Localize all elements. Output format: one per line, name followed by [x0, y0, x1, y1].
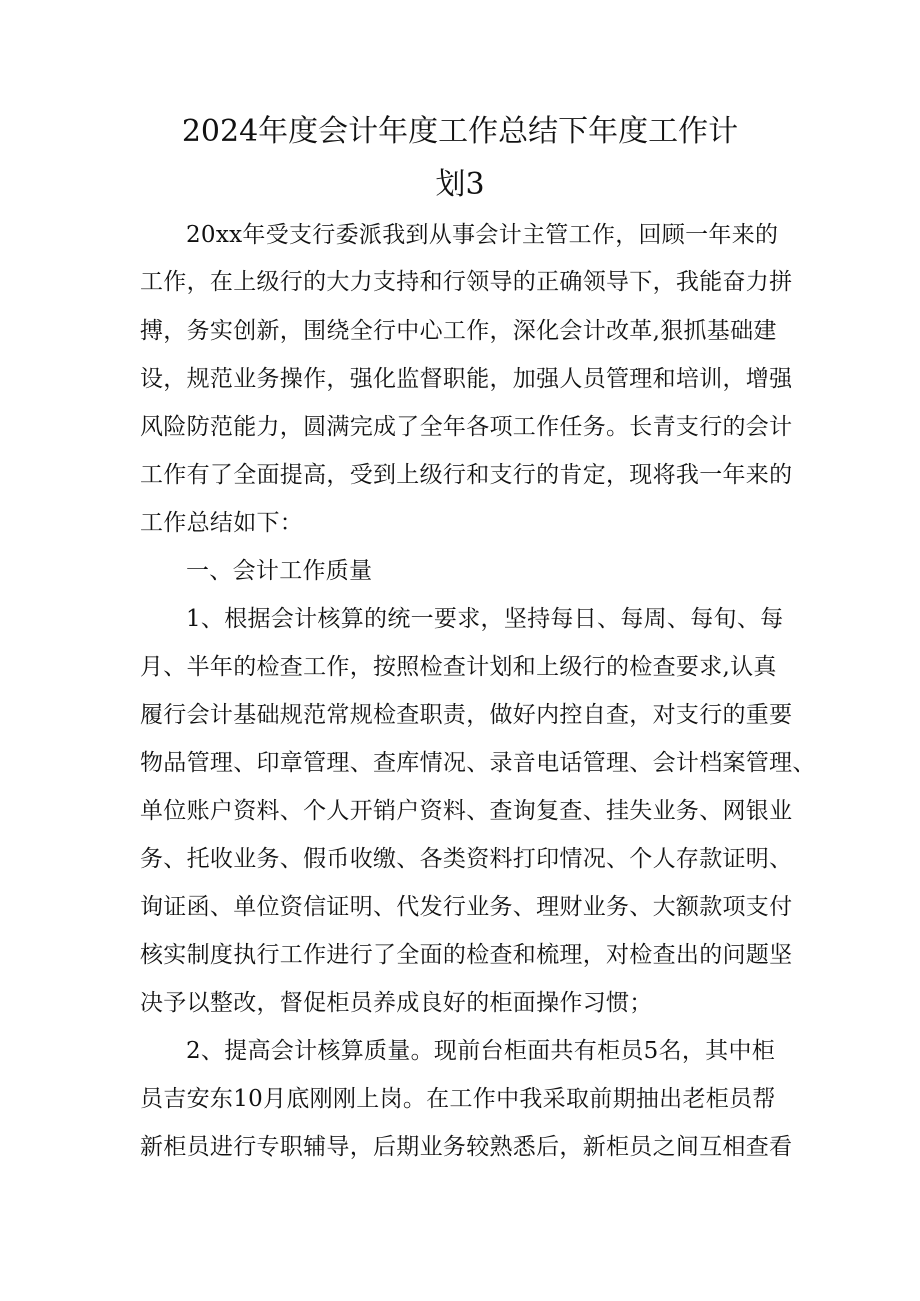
paragraph-line: 风险防范能力，圆满完成了全年各项工作任务。长青支行的会计	[140, 414, 793, 440]
paragraph-line: 工作，在上级行的大力支持和行领导的正确领导下，我能奋力拼	[140, 269, 793, 295]
paragraph-line: 工作有了全面提高，受到上级行和支行的肯定，现将我一年来的	[140, 462, 793, 488]
paragraph-line: 履行会计基础规范常规检查职责，做好内控自查，对支行的重要	[140, 702, 793, 728]
paragraph-line: 询证函、单位资信证明、代发行业务、理财业务、大额款项支付	[140, 894, 793, 920]
document-title-line-1: 2024年度会计年度工作总结下年度工作计	[181, 114, 739, 149]
paragraph-line: 员吉安东10月底刚刚上岗。在工作中我采取前期抽出老柜员帮	[140, 1086, 776, 1112]
paragraph-line: 设，规范业务操作，强化监督职能，加强人员管理和培训，增强	[140, 366, 793, 392]
paragraph-line: 新柜员进行专职辅导，后期业务较熟悉后，新柜员之间互相查看	[140, 1134, 793, 1160]
paragraph-line: 搏，务实创新，围绕全行中心工作，深化会计改革,狠抓基础建	[140, 318, 777, 344]
paragraph-line: 工作总结如下：	[140, 510, 304, 536]
paragraph-line: 2、提高会计核算质量。现前台柜面共有柜员5名，其中柜	[186, 1038, 776, 1064]
paragraph-line: 务、托收业务、假币收缴、各类资料打印情况、个人存款证明、	[140, 846, 793, 872]
paragraph-line: 单位账户资料、个人开销户资料、查询复查、挂失业务、网银业	[140, 798, 793, 824]
section-heading: 一、会计工作质量	[186, 558, 373, 584]
paragraph-line: 核实制度执行工作进行了全面的检查和梳理，对检查出的问题坚	[140, 942, 793, 968]
paragraph-line: 月、半年的检查工作，按照检查计划和上级行的检查要求,认真	[140, 654, 777, 680]
paragraph-line: 20xx年受支行委派我到从事会计主管工作，回顾一年来的	[186, 222, 779, 248]
paragraph-line: 物品管理、印章管理、查库情况、录音电话管理、会计档案管理、	[140, 750, 816, 776]
paragraph-line: 1、根据会计核算的统一要求，坚持每日、每周、每旬、每	[186, 606, 784, 632]
document-title-line-2: 划3	[435, 167, 485, 202]
paragraph-line: 决予以整改，督促柜员养成良好的柜面操作习惯；	[140, 990, 653, 1016]
